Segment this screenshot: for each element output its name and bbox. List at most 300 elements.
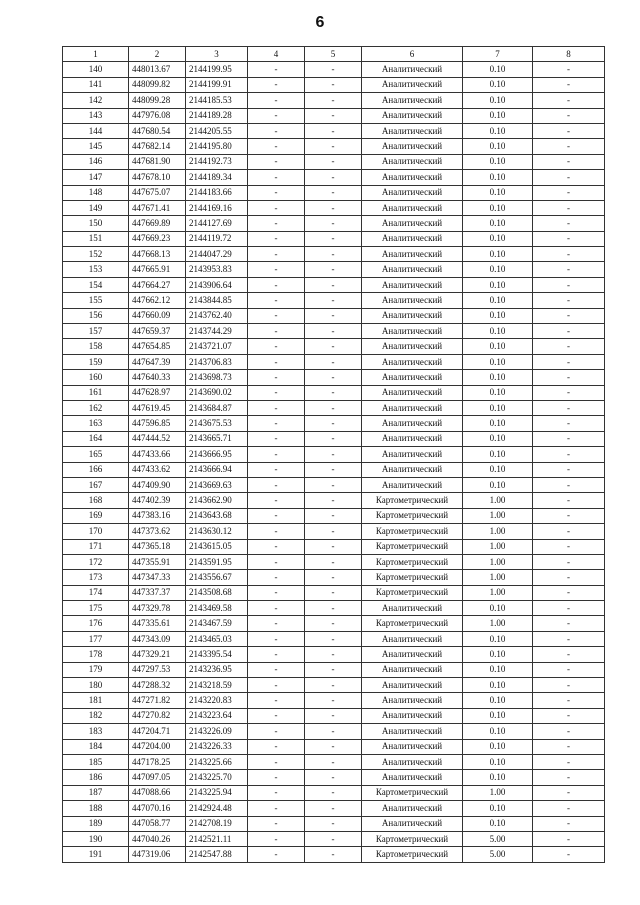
col8-cell: - [533, 170, 605, 185]
y-coordinate-cell: 2143236.95 [186, 662, 248, 677]
col4-cell: - [248, 431, 305, 446]
table-row [63, 570, 605, 585]
col8-cell: - [533, 662, 605, 677]
col8-cell: - [533, 431, 605, 446]
col5-cell: - [305, 708, 362, 723]
y-coordinate-cell: 2144199.95 [186, 62, 248, 77]
col8-cell: - [533, 324, 605, 339]
col4-cell: - [248, 678, 305, 693]
y-coordinate-cell: 2142547.88 [186, 847, 248, 862]
point-number-cell: 167 [63, 477, 129, 492]
col5-cell: - [305, 293, 362, 308]
col5-cell: - [305, 631, 362, 646]
accuracy-cell: 0.10 [463, 754, 533, 769]
col4-cell: - [248, 816, 305, 831]
x-coordinate-cell: 447669.89 [129, 216, 186, 231]
method-cell: Аналитический [362, 108, 463, 123]
table-row [63, 493, 605, 508]
col8-cell: - [533, 185, 605, 200]
col5-cell: - [305, 724, 362, 739]
x-coordinate-cell: 447329.78 [129, 601, 186, 616]
method-cell: Аналитический [362, 354, 463, 369]
accuracy-cell: 0.10 [463, 662, 533, 677]
y-coordinate-cell: 2142708.19 [186, 816, 248, 831]
x-coordinate-cell: 447619.45 [129, 400, 186, 415]
y-coordinate-cell: 2143844.85 [186, 293, 248, 308]
method-cell: Аналитический [362, 400, 463, 415]
table-row [63, 293, 605, 308]
method-cell: Аналитический [362, 601, 463, 616]
y-coordinate-cell: 2143669.63 [186, 477, 248, 492]
point-number-cell: 158 [63, 339, 129, 354]
col4-cell: - [248, 385, 305, 400]
table-row [63, 539, 605, 554]
col5-cell: - [305, 601, 362, 616]
x-coordinate-cell: 447329.21 [129, 647, 186, 662]
col5-cell: - [305, 400, 362, 415]
method-cell: Картометрический [362, 508, 463, 523]
column-header: 2 [129, 47, 186, 62]
col8-cell: - [533, 62, 605, 77]
point-number-cell: 166 [63, 462, 129, 477]
accuracy-cell: 0.10 [463, 139, 533, 154]
col5-cell: - [305, 847, 362, 862]
accuracy-cell: 5.00 [463, 831, 533, 846]
col5-cell: - [305, 431, 362, 446]
point-number-cell: 142 [63, 93, 129, 108]
x-coordinate-cell: 447976.08 [129, 108, 186, 123]
col4-cell: - [248, 524, 305, 539]
method-cell: Аналитический [362, 385, 463, 400]
point-number-cell: 145 [63, 139, 129, 154]
col8-cell: - [533, 539, 605, 554]
y-coordinate-cell: 2143744.29 [186, 324, 248, 339]
table-row [63, 524, 605, 539]
method-cell: Аналитический [362, 678, 463, 693]
accuracy-cell: 0.10 [463, 277, 533, 292]
y-coordinate-cell: 2143643.68 [186, 508, 248, 523]
accuracy-cell: 0.10 [463, 693, 533, 708]
col5-cell: - [305, 801, 362, 816]
col4-cell: - [248, 339, 305, 354]
col5-cell: - [305, 831, 362, 846]
col8-cell: - [533, 754, 605, 769]
y-coordinate-cell: 2143225.66 [186, 754, 248, 769]
table-header-row [63, 47, 605, 62]
method-cell: Картометрический [362, 570, 463, 585]
col4-cell: - [248, 447, 305, 462]
point-number-cell: 171 [63, 539, 129, 554]
accuracy-cell: 1.00 [463, 539, 533, 554]
col4-cell: - [248, 154, 305, 169]
y-coordinate-cell: 2143698.73 [186, 370, 248, 385]
col8-cell: - [533, 200, 605, 215]
y-coordinate-cell: 2143220.83 [186, 693, 248, 708]
x-coordinate-cell: 447058.77 [129, 816, 186, 831]
accuracy-cell: 0.10 [463, 324, 533, 339]
x-coordinate-cell: 447681.90 [129, 154, 186, 169]
col5-cell: - [305, 585, 362, 600]
y-coordinate-cell: 2144047.29 [186, 247, 248, 262]
method-cell: Аналитический [362, 647, 463, 662]
accuracy-cell: 0.10 [463, 370, 533, 385]
table-row [63, 693, 605, 708]
point-number-cell: 151 [63, 231, 129, 246]
point-number-cell: 153 [63, 262, 129, 277]
col5-cell: - [305, 662, 362, 677]
table-row [63, 93, 605, 108]
x-coordinate-cell: 447647.39 [129, 354, 186, 369]
method-cell: Картометрический [362, 493, 463, 508]
point-number-cell: 161 [63, 385, 129, 400]
accuracy-cell: 1.00 [463, 616, 533, 631]
method-cell: Картометрический [362, 785, 463, 800]
point-number-cell: 156 [63, 308, 129, 323]
col4-cell: - [248, 847, 305, 862]
method-cell: Аналитический [362, 339, 463, 354]
accuracy-cell: 1.00 [463, 524, 533, 539]
point-number-cell: 190 [63, 831, 129, 846]
point-number-cell: 155 [63, 293, 129, 308]
x-coordinate-cell: 447659.37 [129, 324, 186, 339]
col8-cell: - [533, 831, 605, 846]
x-coordinate-cell: 447654.85 [129, 339, 186, 354]
point-number-cell: 176 [63, 616, 129, 631]
method-cell: Аналитический [362, 816, 463, 831]
table-row [63, 739, 605, 754]
accuracy-cell: 0.10 [463, 293, 533, 308]
x-coordinate-cell: 447628.97 [129, 385, 186, 400]
col4-cell: - [248, 293, 305, 308]
x-coordinate-cell: 447288.32 [129, 678, 186, 693]
accuracy-cell: 0.10 [463, 62, 533, 77]
col5-cell: - [305, 554, 362, 569]
col4-cell: - [248, 585, 305, 600]
col5-cell: - [305, 447, 362, 462]
point-number-cell: 152 [63, 247, 129, 262]
table-row [63, 462, 605, 477]
col5-cell: - [305, 62, 362, 77]
method-cell: Аналитический [362, 216, 463, 231]
col5-cell: - [305, 170, 362, 185]
point-number-cell: 149 [63, 200, 129, 215]
column-header: 7 [463, 47, 533, 62]
col4-cell: - [248, 724, 305, 739]
x-coordinate-cell: 447204.00 [129, 739, 186, 754]
x-coordinate-cell: 448099.82 [129, 77, 186, 92]
col8-cell: - [533, 123, 605, 138]
y-coordinate-cell: 2143684.87 [186, 400, 248, 415]
point-number-cell: 160 [63, 370, 129, 385]
col4-cell: - [248, 616, 305, 631]
col5-cell: - [305, 678, 362, 693]
point-number-cell: 181 [63, 693, 129, 708]
col8-cell: - [533, 462, 605, 477]
col5-cell: - [305, 570, 362, 585]
col8-cell: - [533, 554, 605, 569]
accuracy-cell: 1.00 [463, 554, 533, 569]
col5-cell: - [305, 816, 362, 831]
point-number-cell: 186 [63, 770, 129, 785]
y-coordinate-cell: 2142924.48 [186, 801, 248, 816]
col5-cell: - [305, 539, 362, 554]
point-number-cell: 143 [63, 108, 129, 123]
col4-cell: - [248, 493, 305, 508]
accuracy-cell: 0.10 [463, 647, 533, 662]
accuracy-cell: 0.10 [463, 93, 533, 108]
col4-cell: - [248, 462, 305, 477]
method-cell: Аналитический [362, 308, 463, 323]
y-coordinate-cell: 2143721.07 [186, 339, 248, 354]
accuracy-cell: 0.10 [463, 185, 533, 200]
method-cell: Аналитический [362, 462, 463, 477]
col8-cell: - [533, 216, 605, 231]
point-number-cell: 157 [63, 324, 129, 339]
table-row [63, 370, 605, 385]
accuracy-cell: 0.10 [463, 724, 533, 739]
page-number: 6 [315, 14, 325, 31]
col4-cell: - [248, 231, 305, 246]
x-coordinate-cell: 448013.67 [129, 62, 186, 77]
col5-cell: - [305, 524, 362, 539]
col5-cell: - [305, 785, 362, 800]
col5-cell: - [305, 508, 362, 523]
col8-cell: - [533, 847, 605, 862]
table-body [63, 62, 605, 862]
y-coordinate-cell: 2143762.40 [186, 308, 248, 323]
method-cell: Аналитический [362, 123, 463, 138]
x-coordinate-cell: 447271.82 [129, 693, 186, 708]
y-coordinate-cell: 2143706.83 [186, 354, 248, 369]
point-number-cell: 146 [63, 154, 129, 169]
table-row [63, 339, 605, 354]
col5-cell: - [305, 123, 362, 138]
col4-cell: - [248, 185, 305, 200]
col4-cell: - [248, 200, 305, 215]
x-coordinate-cell: 447365.18 [129, 539, 186, 554]
y-coordinate-cell: 2144205.55 [186, 123, 248, 138]
point-number-cell: 177 [63, 631, 129, 646]
table-row [63, 477, 605, 492]
point-number-cell: 164 [63, 431, 129, 446]
x-coordinate-cell: 447347.33 [129, 570, 186, 585]
table-row [63, 585, 605, 600]
table-row [63, 831, 605, 846]
y-coordinate-cell: 2144199.91 [186, 77, 248, 92]
point-number-cell: 140 [63, 62, 129, 77]
col8-cell: - [533, 524, 605, 539]
method-cell: Аналитический [362, 200, 463, 215]
x-coordinate-cell: 447097.05 [129, 770, 186, 785]
y-coordinate-cell: 2143226.33 [186, 739, 248, 754]
col5-cell: - [305, 477, 362, 492]
method-cell: Аналитический [362, 431, 463, 446]
table-row [63, 123, 605, 138]
col8-cell: - [533, 385, 605, 400]
x-coordinate-cell: 447070.16 [129, 801, 186, 816]
accuracy-cell: 0.10 [463, 154, 533, 169]
col4-cell: - [248, 324, 305, 339]
method-cell: Картометрический [362, 554, 463, 569]
col4-cell: - [248, 308, 305, 323]
table-row [63, 62, 605, 77]
method-cell: Аналитический [362, 631, 463, 646]
table-row [63, 631, 605, 646]
y-coordinate-cell: 2143666.94 [186, 462, 248, 477]
accuracy-cell: 0.10 [463, 262, 533, 277]
accuracy-cell: 0.10 [463, 477, 533, 492]
table-row [63, 77, 605, 92]
table-row [63, 678, 605, 693]
point-number-cell: 165 [63, 447, 129, 462]
col8-cell: - [533, 724, 605, 739]
col8-cell: - [533, 816, 605, 831]
col4-cell: - [248, 139, 305, 154]
col5-cell: - [305, 308, 362, 323]
table-row [63, 708, 605, 723]
table-row [63, 154, 605, 169]
y-coordinate-cell: 2143508.68 [186, 585, 248, 600]
col4-cell: - [248, 708, 305, 723]
table-row [63, 108, 605, 123]
col8-cell: - [533, 354, 605, 369]
col4-cell: - [248, 262, 305, 277]
method-cell: Аналитический [362, 724, 463, 739]
col4-cell: - [248, 601, 305, 616]
method-cell: Картометрический [362, 616, 463, 631]
col5-cell: - [305, 693, 362, 708]
method-cell: Аналитический [362, 447, 463, 462]
point-number-cell: 147 [63, 170, 129, 185]
accuracy-cell: 0.10 [463, 77, 533, 92]
column-header: 4 [248, 47, 305, 62]
y-coordinate-cell: 2144127.69 [186, 216, 248, 231]
method-cell: Аналитический [362, 139, 463, 154]
col8-cell: - [533, 262, 605, 277]
table-row [63, 724, 605, 739]
col4-cell: - [248, 416, 305, 431]
col8-cell: - [533, 739, 605, 754]
method-cell: Аналитический [362, 739, 463, 754]
method-cell: Аналитический [362, 185, 463, 200]
y-coordinate-cell: 2143469.58 [186, 601, 248, 616]
x-coordinate-cell: 447270.82 [129, 708, 186, 723]
x-coordinate-cell: 447668.13 [129, 247, 186, 262]
point-number-cell: 163 [63, 416, 129, 431]
point-number-cell: 174 [63, 585, 129, 600]
col5-cell: - [305, 247, 362, 262]
table-row [63, 185, 605, 200]
y-coordinate-cell: 2143223.64 [186, 708, 248, 723]
col5-cell: - [305, 93, 362, 108]
x-coordinate-cell: 447319.06 [129, 847, 186, 862]
x-coordinate-cell: 447040.26 [129, 831, 186, 846]
table-row [63, 431, 605, 446]
table-row [63, 308, 605, 323]
accuracy-cell: 0.10 [463, 431, 533, 446]
col8-cell: - [533, 508, 605, 523]
point-number-cell: 180 [63, 678, 129, 693]
y-coordinate-cell: 2144192.73 [186, 154, 248, 169]
y-coordinate-cell: 2143906.64 [186, 277, 248, 292]
col5-cell: - [305, 200, 362, 215]
col5-cell: - [305, 324, 362, 339]
table-row [63, 216, 605, 231]
col8-cell: - [533, 570, 605, 585]
col8-cell: - [533, 339, 605, 354]
x-coordinate-cell: 447664.27 [129, 277, 186, 292]
y-coordinate-cell: 2143666.95 [186, 447, 248, 462]
table-row [63, 554, 605, 569]
x-coordinate-cell: 447433.66 [129, 447, 186, 462]
accuracy-cell: 0.10 [463, 400, 533, 415]
method-cell: Аналитический [362, 293, 463, 308]
column-header: 5 [305, 47, 362, 62]
col8-cell: - [533, 416, 605, 431]
col4-cell: - [248, 216, 305, 231]
col4-cell: - [248, 785, 305, 800]
x-coordinate-cell: 447682.14 [129, 139, 186, 154]
table-row [63, 770, 605, 785]
accuracy-cell: 0.10 [463, 447, 533, 462]
x-coordinate-cell: 447383.16 [129, 508, 186, 523]
method-cell: Аналитический [362, 154, 463, 169]
col4-cell: - [248, 170, 305, 185]
col4-cell: - [248, 400, 305, 415]
x-coordinate-cell: 447680.54 [129, 123, 186, 138]
accuracy-cell: 0.10 [463, 385, 533, 400]
col8-cell: - [533, 708, 605, 723]
col4-cell: - [248, 739, 305, 754]
point-number-cell: 169 [63, 508, 129, 523]
col5-cell: - [305, 277, 362, 292]
accuracy-cell: 0.10 [463, 170, 533, 185]
accuracy-cell: 0.10 [463, 601, 533, 616]
col5-cell: - [305, 647, 362, 662]
table-row [63, 647, 605, 662]
accuracy-cell: 0.10 [463, 678, 533, 693]
table-row [63, 247, 605, 262]
x-coordinate-cell: 447297.53 [129, 662, 186, 677]
col4-cell: - [248, 477, 305, 492]
x-coordinate-cell: 447204.71 [129, 724, 186, 739]
col4-cell: - [248, 539, 305, 554]
col8-cell: - [533, 139, 605, 154]
y-coordinate-cell: 2144195.80 [186, 139, 248, 154]
method-cell: Аналитический [362, 477, 463, 492]
col5-cell: - [305, 77, 362, 92]
x-coordinate-cell: 447409.90 [129, 477, 186, 492]
method-cell: Картометрический [362, 539, 463, 554]
point-number-cell: 189 [63, 816, 129, 831]
point-number-cell: 185 [63, 754, 129, 769]
x-coordinate-cell: 447678.10 [129, 170, 186, 185]
col4-cell: - [248, 770, 305, 785]
x-coordinate-cell: 447660.09 [129, 308, 186, 323]
col8-cell: - [533, 631, 605, 646]
y-coordinate-cell: 2144169.16 [186, 200, 248, 215]
y-coordinate-cell: 2143665.71 [186, 431, 248, 446]
x-coordinate-cell: 447640.33 [129, 370, 186, 385]
x-coordinate-cell: 447178.25 [129, 754, 186, 769]
col8-cell: - [533, 308, 605, 323]
accuracy-cell: 1.00 [463, 570, 533, 585]
accuracy-cell: 0.10 [463, 123, 533, 138]
x-coordinate-cell: 447665.91 [129, 262, 186, 277]
point-number-cell: 188 [63, 801, 129, 816]
point-number-cell: 178 [63, 647, 129, 662]
table-row [63, 400, 605, 415]
